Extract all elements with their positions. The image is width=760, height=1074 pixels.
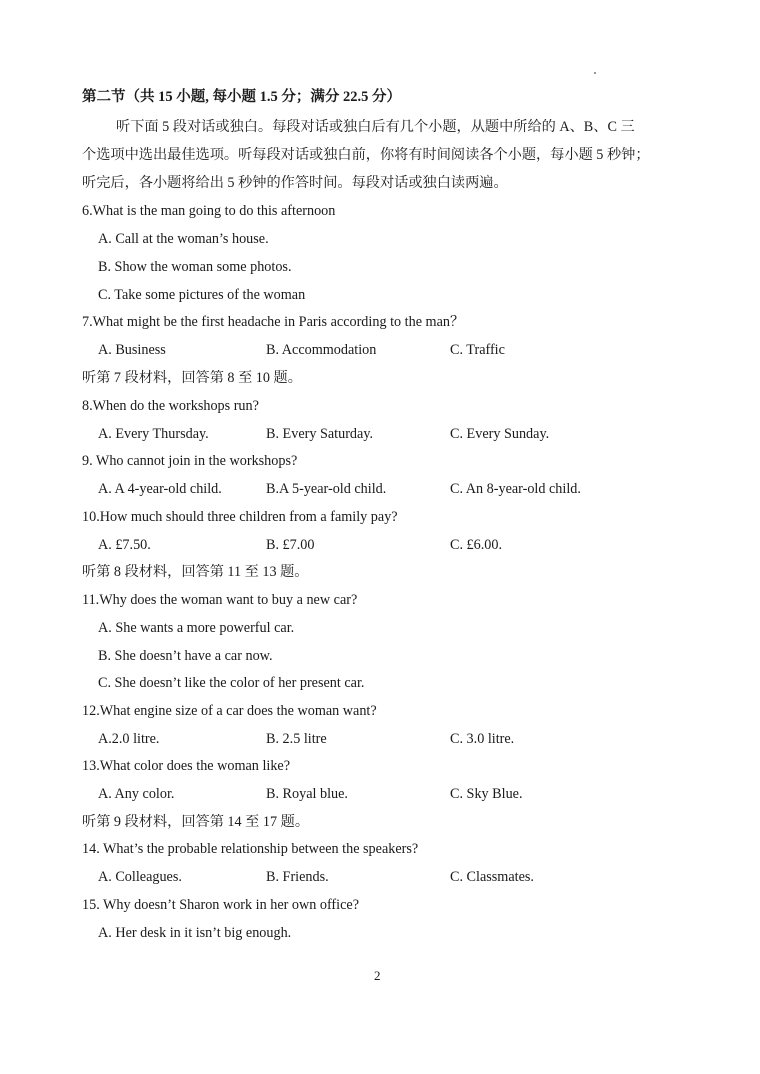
instructions-line-1: 听下面 5 段对话或独白。每段对话或独白后有几个小题，从题中所给的 A、B、C 三 <box>116 119 635 135</box>
question-6-option-c: C. Take some pictures of the woman <box>98 287 306 303</box>
question-9-stem: 9. Who cannot join in the workshops? <box>82 453 298 469</box>
page-number: 2 <box>374 968 381 983</box>
question-9-option-b: B.A 5-year-old child. <box>266 481 387 497</box>
question-14-option-b: B. Friends. <box>266 869 329 885</box>
question-12-option-b: B. 2.5 litre <box>266 731 327 747</box>
section-title: 第二节（共 15 小题, 每小题 1.5 分；满分 22.5 分） <box>82 89 401 105</box>
question-15-stem: 15. Why doesn’t Sharon work in her own office? <box>82 897 359 913</box>
question-13-option-a: A. Any color. <box>98 786 175 802</box>
material-7-note: 听第 7 段材料，回答第 8 至 10 题。 <box>82 370 302 386</box>
question-13-option-b: B. Royal blue. <box>266 786 348 802</box>
material-8-note: 听第 8 段材料，回答第 11 至 13 题。 <box>82 564 309 580</box>
question-11-option-a: A. She wants a more powerful car. <box>98 620 295 636</box>
question-10-option-b: B. £7.00 <box>266 537 315 553</box>
question-10-option-c: C. £6.00. <box>450 537 503 553</box>
question-15-option-a: A. Her desk in it isn’t big enough. <box>98 925 292 941</box>
question-14-option-a: A. Colleagues. <box>98 869 182 885</box>
question-8-option-a: A. Every Thursday. <box>98 426 209 442</box>
question-13-option-c: C. Sky Blue. <box>450 786 523 802</box>
question-13-stem: 13.What color does the woman like? <box>82 758 291 774</box>
question-11-option-b: B. She doesn’t have a car now. <box>98 648 273 664</box>
question-7-stem: 7.What might be the first headache in Paris according to the man？ <box>82 314 465 330</box>
question-14-option-c: C. Classmates. <box>450 869 534 885</box>
instructions-line-2: 个选项中选出最佳选项。听每段对话或独白前，你将有时间阅读各个小题，每小题 5 秒钟； <box>82 147 650 163</box>
question-9-option-a: A. A 4-year-old child. <box>98 481 222 497</box>
question-11-option-c: C. She doesn’t like the color of her present car. <box>98 675 365 691</box>
question-8-option-c: C. Every Sunday. <box>450 426 550 442</box>
instructions-line-3: 听完后，各小题将给出 5 秒钟的作答时间。每段对话或独白读两遍。 <box>82 175 508 191</box>
question-7-option-a: A. Business <box>98 342 166 358</box>
question-9-option-c: C. An 8-year-old child. <box>450 481 581 497</box>
question-14-stem: 14. What’s the probable relationship between the speakers? <box>82 841 419 857</box>
question-8-option-b: B. Every Saturday. <box>266 426 374 442</box>
question-6-option-b: B. Show the woman some photos. <box>98 259 292 275</box>
scan-speck <box>594 72 596 74</box>
question-8-stem: 8.When do the workshops run? <box>82 398 259 414</box>
question-7-option-b: B. Accommodation <box>266 342 377 358</box>
question-10-option-a: A. £7.50. <box>98 537 151 553</box>
question-7-option-c: C. Traffic <box>450 342 505 358</box>
question-12-option-a: A.2.0 litre. <box>98 731 160 747</box>
question-6-stem: 6.What is the man going to do this afternoon <box>82 203 336 219</box>
question-12-stem: 12.What engine size of a car does the woman want? <box>82 703 377 719</box>
material-9-note: 听第 9 段材料，回答第 14 至 17 题。 <box>82 814 310 830</box>
question-11-stem: 11.Why does the woman want to buy a new car? <box>82 592 358 608</box>
question-6-option-a: A. Call at the woman’s house. <box>98 231 269 247</box>
question-10-stem: 10.How much should three children from a family pay? <box>82 509 398 525</box>
question-12-option-c: C. 3.0 litre. <box>450 731 515 747</box>
